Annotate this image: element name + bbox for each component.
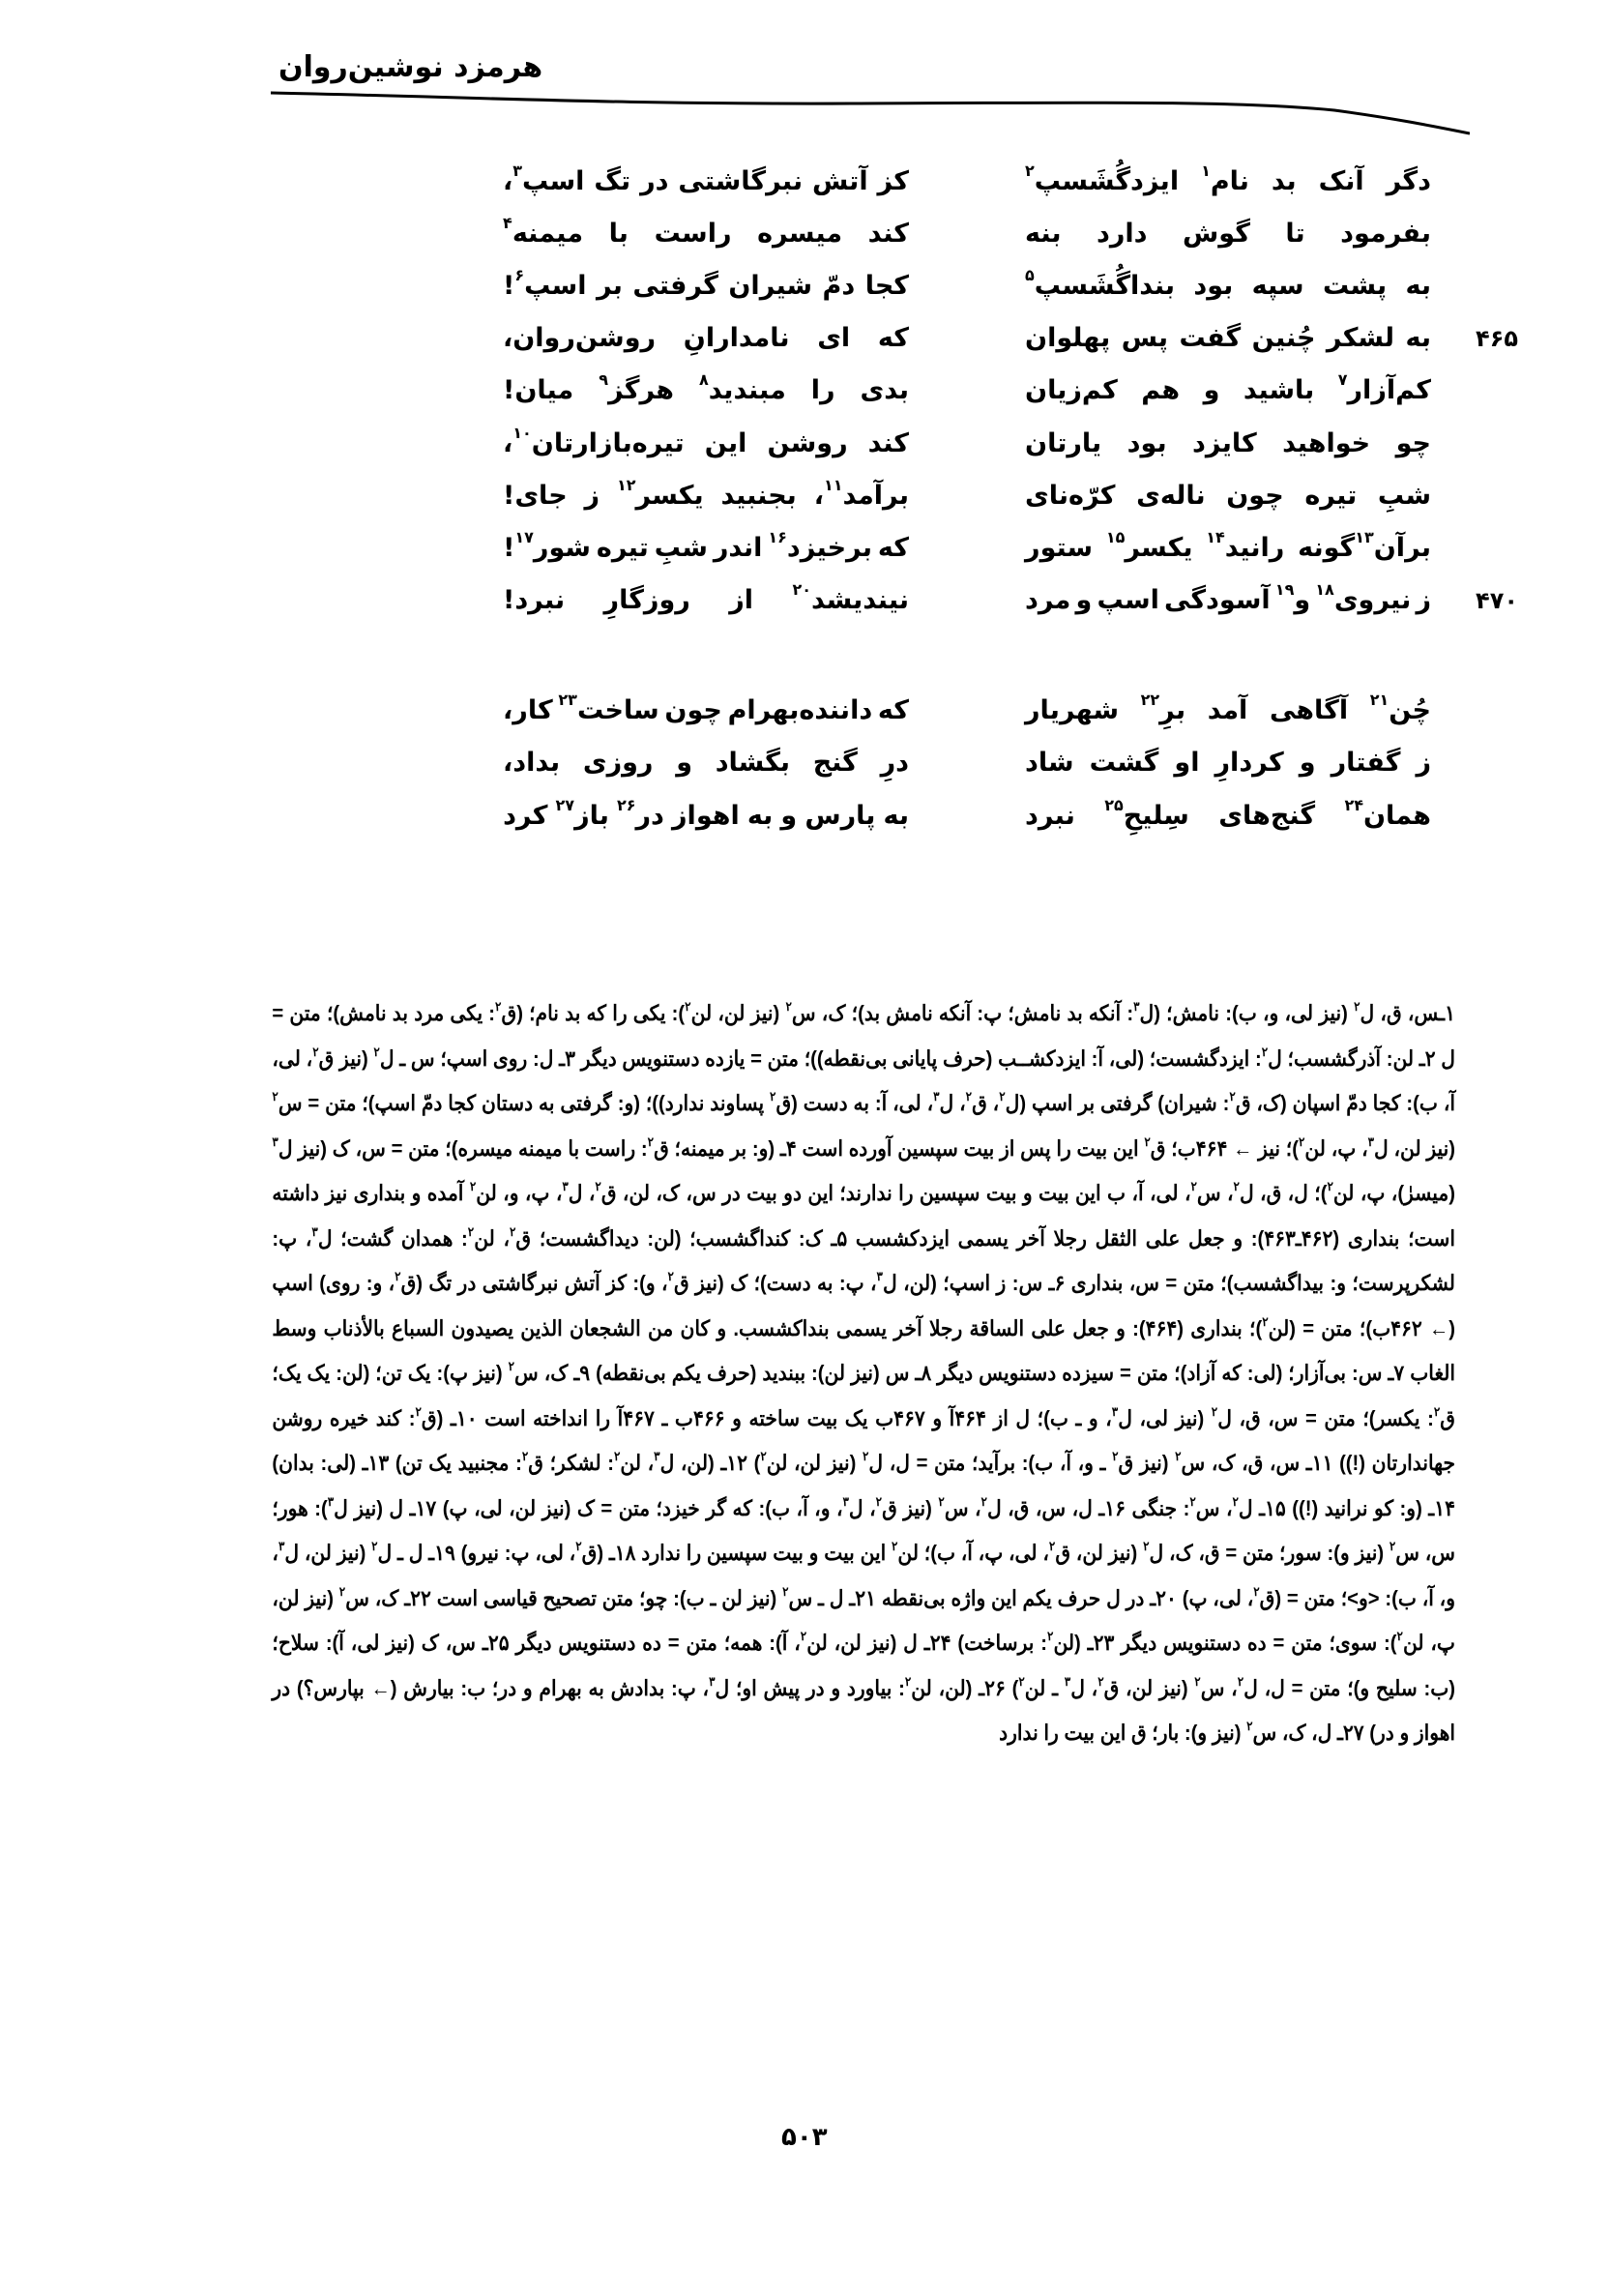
footnote: ۱۱ـ س، ق، ک، س$^۲$ (نیز ق$^۲$ ـ و، آ، ب): برآید؛ متن = ل، ل$^۲$ (نیز لن، لن$^۲$) [753,1449,1333,1475]
hemistich-first: ز گفتار و کردارِ او گشت شاد [1025,748,1431,779]
hemistich-second: کند میسره راست با میمنه$^۴$ [503,213,909,249]
hemistich-second: برآمد$^{۱۱}$، بجنبید یکسر$^{۱۲}$ ز جای! [503,475,909,511]
hemistich-second: کجا دمّ شیران گرفتی بر اسپ$^۶$! [503,265,909,301]
hemistich-first: به پشت سپه بود بنداگُشَسپ$^۵$ [1025,265,1431,301]
hemistich-second: که برخیزد$^{۱۶}$ اندر شبِ تیره شور$^{۱۷}$! [503,527,909,563]
couplet [319,259,1431,311]
hemistich-first: چو خواهید کایزد بود یارتان [1025,427,1431,458]
footnote: ۲۴ـ ل (نیز لن، لن$^۲$، آ): همه؛ متن = ده دستنویس دیگر [515,1629,951,1655]
footnote: ۲۳ـ (لن$^۲$: برساخت) [957,1629,1115,1655]
hemistich-first: ز نیروی$^{۱۸}$ و$^{۱۹}$ آسودگی اسپ و مرد [1025,580,1431,616]
footnote: ۲ـ لن: آذرگشسب؛ ل$^۲$: ایزدگشست؛ (لی، آ: ایزدکشــب (حرف پایانی بی‌نقطه))؛ متن = یازده دستنویس دیگر [580,1044,1436,1071]
hemistich-first: به لشکر چُنین گفت پس پهلوان [1025,323,1431,354]
hemistich-second: کز آتش نبرگاشتی در تگ اسپ$^۳$، [503,161,909,196]
footnote: ۱ـس، ق، ل$^۲$ (نیز لی، و، ب): نامش؛ (ل$^۳$: آنکه بد نامش؛ پ: آنکه نامش بد)؛ ک، س$^۲$ (نیز لن، لن$^۲$): یکی را که بد نام؛ (ق$^۲$: یکی مرد بد نامش)؛ متن = ل [272,999,1455,1071]
footnote: ۲۰ـ در ل حرف یکم این واژه بی‌نقطه [881,1585,1177,1610]
footnote: ۵ـ ک: کنداگشسب؛ (لن: دیداگشست؛ ق$^۲$، لن$^۲$: همدان گشت؛ ل$^۳$، پ: لشکرپرست؛ و: بیداگشسب)؛ متن = س، بنداری [272,1223,1455,1295]
verse-number: ۴۶۵ [1476,324,1518,352]
stanza [319,155,1518,627]
couplet [319,521,1431,574]
couplet [319,469,1431,521]
hemistich-second: بدی را مبندید$^۸$ هرگز$^۹$ میان! [503,370,909,406]
footnote: ۱۹ـ ل ـ ل$^۲$ (نیز لن، ل$^۳$، و، آ، ب): <و>؛ متن = (ق$^۲$، لی، پ) [272,1539,1455,1610]
footnote: ۱۵ـ ل$^۲$، س$^۲$: جنگی [1131,1493,1286,1520]
footnote: ۱۲ـ (لن، ل$^۳$، لن$^۲$: لشکر؛ ق$^۲$: مجنبید یک تن) [395,1449,748,1475]
couplet [319,417,1431,469]
footnote: ۲۷ـ ل، ک، س$^۲$ (نیز و): بار؛ ق این بیت را ندارد [999,1719,1364,1745]
footnote: ۶ـ س: ز اسپ؛ (لن، ل$^۳$، پ: به دست)؛ ک (نیز ق$^۲$، و): کز آتش نبرگاشتی در تگ (ق$^۲$، و: روی) اسپ (← ۴۶۲ب)؛ متن = (لن$^۲$)؛ بنداری (۴۶۴): و جعل علی الساقة رجلا آخر یسمی بنداکشسب. و کان من الشجعان الذین یصیدون السباع بالأذناب وسط الغاب [272,1269,1455,1385]
footnote: ۲۵ـ س، ک (نیز لی، آ): سلاح؛ (ب: سلیح و)؛ متن = ل، ل$^۲$، س$^۲$ (نیز لن، ق$^۲$، ل$^۳$ ـ لن$^۲$) [272,1631,1456,1700]
hemistich-second: که داننده‌بهرام چون ساخت$^{۲۳}$ کار، [503,691,909,726]
footnotes [272,991,1455,1756]
couplet [319,685,1431,737]
footnote: ۲۲ـ ک، س$^۲$ (نیز لن، پ، لن$^۲$): سوی؛ متن = ده دستنویس دیگر [272,1583,1455,1655]
footnote: ۹ـ ک، س$^۲$ (نیز پ): یک تن؛ (لن: یک یک؛ ق$^۲$: یکسر)؛ متن = س، ق، ل$^۲$ (نیز لی، ل$^۳$، و ـ ب)؛ ل از ۴۶۴آ و ۴۶۷ب یک بیت ساخته و ۴۶۶ب ـ ۴۶۷آ را انداخته است [272,1359,1455,1430]
hemistich-first: شبِ تیره چون ناله‌ی کرّه‌نای [1025,480,1431,511]
hemistich-first: بفرمود تا گوش دارد بنه [1025,218,1431,249]
footnote: ۱۶ـ ل، س، ق، ل$^۲$، س$^۲$ (نیز ق$^۲$، ل$^۳$، و، آ، ب): که گر خیزد؛ متن = ک (نیز لن، لی، پ) [442,1493,1126,1520]
footnote: ۱۰ـ (ق$^۲$: کند خیره روشن جهاندارتان (!)) [272,1403,1455,1475]
hemistich-second: درِ گنج بگشاد و روزی بداد، [503,748,909,779]
hemistich-first: دگر آنک بد نام$^۱$ ایزدگُشَسپ$^۲$ [1025,161,1431,196]
poem-body [319,155,1518,899]
couplet [319,789,1431,841]
footnote: ۲۶ـ (لن، لن$^۲$: بیاورد و در پیش او؛ ل$^۳$، پ: بدادش به بهرام و در؛ ب: بیارش (← بپارس؟) در اهواز و در) [272,1673,1455,1745]
hemistich-second: نیندیشد$^{۲۰}$ از روزگارِ نبرد! [503,580,909,616]
hemistich-first: کم‌آزار$^۷$ باشید و هم کم‌زیان [1025,370,1431,406]
couplet [319,155,1431,207]
header-rule [271,87,1470,145]
footnote: ۳ـ ل: روی اسپ؛ س ـ ل$^۲$ (نیز ق$^۲$، لی، آ، ب): کجا دمّ اسپان (ک، ق$^۲$: شیران) گرفتی بر اسپ (ل$^۲$، ق$^۲$، ل$^۳$، لی، آ: به دست (ق$^۲$ پساوند ندارد))؛ (و: گرفتی به دستان کجا دمّ اسپ)؛ متن = س$^۲$ (نیز لن، ل$^۳$، پ، لن$^۲$)؛ نیز ← ۴۶۴ب؛ ق$^۲$ این بیت را پس از بیت سپسین آورده است [272,1044,1456,1161]
footnote: ۱۴ـ (و: کو نرانید (!)) [1292,1495,1455,1520]
footnote: ۸ـ س (نیز لن): ببندید (حرف یکم بی‌نقطه) [596,1361,932,1385]
footnote: ۱۷ـ ل (نیز ل$^۳$): هور؛ س، س$^۲$ (نیز و): سور؛ متن = ق، ک، ل$^۲$ (نیز لن، ق$^۲$، لی، پ، آ، ب)؛ لن$^۲$ این بیت و بیت سپسین را ندارد [272,1493,1456,1565]
hemistich-second: کند روشن این تیره‌بازارتان$^{۱۰}$، [503,423,909,458]
footnote: ۱۸ـ (ق$^۲$، لی، پ: نیرو) [460,1539,636,1565]
hemistich-second: که ای نامدارانِ روشن‌روان، [503,323,909,354]
page-number: ۵۰۳ [781,2123,828,2152]
couplet [319,365,1431,417]
footnote: ۱۳ـ (لی: بدان) [272,1451,390,1475]
hemistich-second: به پارس و به اهواز در$^{۲۶}$ باز$^{۲۷}$ کرد [503,795,909,831]
hemistich-first: چُن$^{۲۱}$ آگاهی آمد برِ$^{۲۲}$ شهریار [1025,691,1431,726]
hemistich-first: همان$^{۲۴}$ گنج‌های سِلیحِ$^{۲۵}$ نبرد [1025,795,1431,831]
footnote: ۴ـ (و: بر میمنه؛ ق$^۲$: راست با میمنه میسره)؛ متن = س، ک (نیز ل$^۳$ (میسرٰ)، پ، لن$^۲$)؛ ل، ق، ل$^۲$، س$^۲$، لی، آ، ب این بیت و بیت سپسین را ندارند؛ این دو بیت در س، ک، لن، ق$^۲$، ل$^۳$، پ، و، لن$^۲$ آمده و بنداری نیز داشته است؛ بنداری (۴۶۲ـ۴۶۳): و جعل علی الثقل رجلا آخر یسمی ایزدکشسب [272,1133,1456,1251]
couplet [319,312,1518,365]
verse-number: ۴۷۰ [1476,586,1518,614]
couplet [319,737,1431,789]
couplet [319,574,1518,627]
stanza [319,685,1431,842]
footnote: ۷ـ س: بی‌آزار؛ (لی: که آزاد)؛ متن = سیزده دستنویس دیگر [937,1361,1405,1385]
running-head-title: هرمزد نوشین‌روان [278,50,543,84]
couplet [319,207,1431,259]
hemistich-first: برآن$^{۱۳}$گونه رانید$^{۱۴}$ یکسر$^{۱۵}$ ستور [1025,527,1431,563]
footnote: ۲۱ـ ل ـ س$^۲$ (نیز لن ـ ب): چو؛ متن تصحیح قیاسی است [436,1583,876,1610]
